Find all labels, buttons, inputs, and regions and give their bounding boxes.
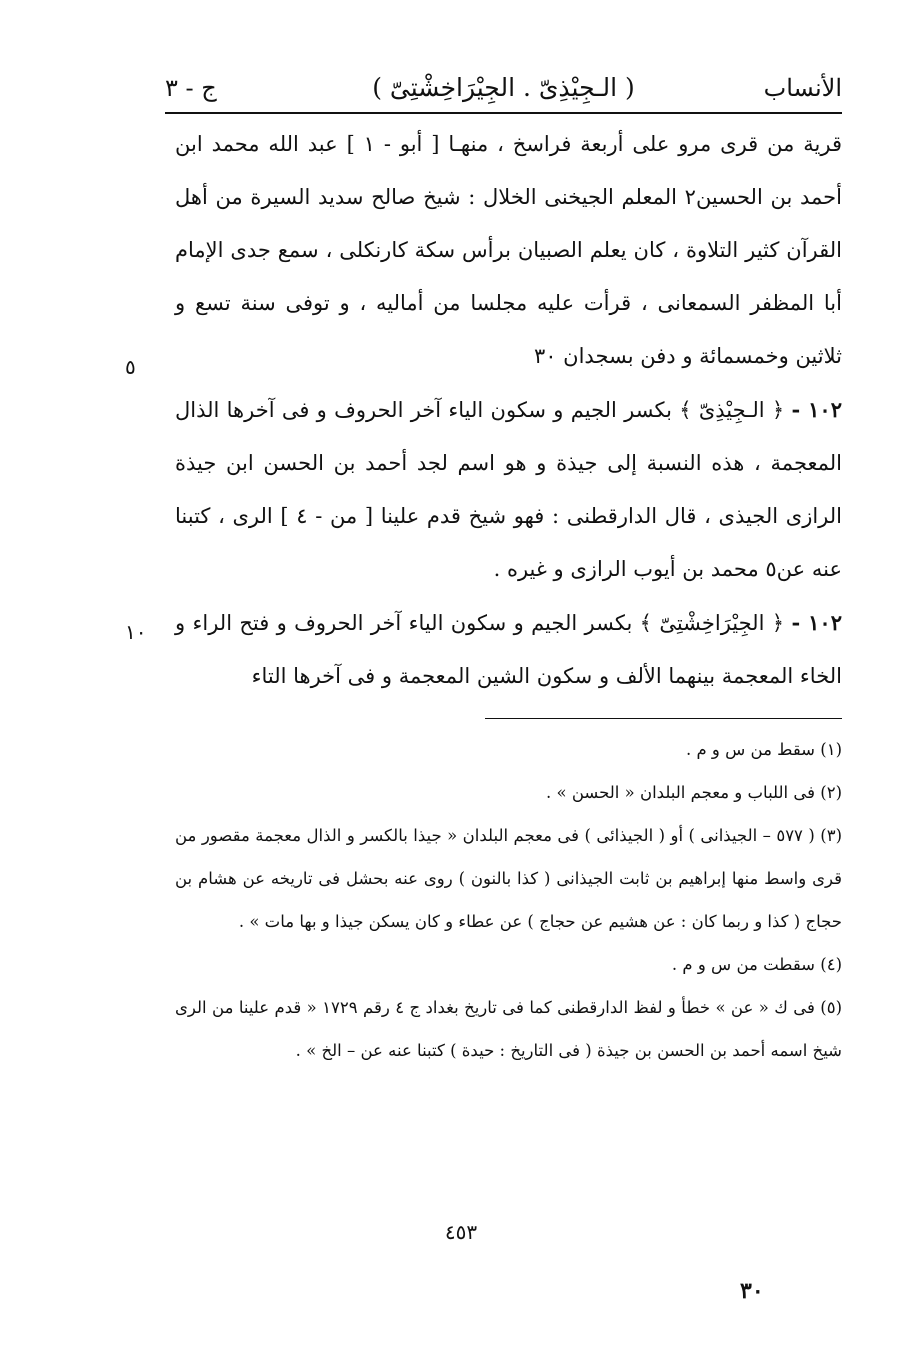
entry-number: ١٠٢ - xyxy=(791,610,842,635)
header-volume: ج - ٣ xyxy=(165,74,217,102)
header-rule xyxy=(165,112,842,114)
main-text xyxy=(175,118,842,703)
page-number: ٤٥٣ xyxy=(444,1220,478,1244)
entry-jiydhi xyxy=(175,383,842,596)
footnote-5: (٥) فى ك « عن » خطأ و لفظ الدارقطنى كما فى تاريخ بغداد ج ٤ رقم ١٧٢٩ « قدم علينا من الرى شيخ اسمه أحمد بن الحسن بن جيذة ( فى التاريخ : حيدة ) كتبنا عنه عن – الخ » . xyxy=(175,998,842,1060)
entry-jirakhishti xyxy=(175,596,842,703)
footnote-3: (٣) ( ٥٧٧ – الجيذانى ) أو ( الجيذائى ) فى معجم البلدان « جيذا بالكسر و الذال معجمة مقصور من قرى واسط منها إبراهيم بن ثابت الجيذانى ( كذا بالنون ) روى عنه بحشل فى تاريخه عن هشام بن حجاج ( كذا و ربما كان : عن هشيم عن حجاج ) عن عطاء و كان يسكن جيذا و بها مات » . xyxy=(175,826,842,931)
line-marker-5: ٥ xyxy=(125,355,136,379)
footnote-1: (١) سقط من س و م . xyxy=(685,740,842,759)
header-entry-range: ( الـجِيْذِىّ . الجِيْرَاخِشْتِىّ ) xyxy=(372,73,635,102)
running-header xyxy=(165,58,842,104)
line-marker-10: ١٠ xyxy=(125,620,147,644)
entry-text: ﴿ الجِيْرَاخِشْتِىّ ﴾ بكسر الجيم و سكون الياء آخر الحروف و فتح الراء و الخاء المعجمة بينهما الألف و سكون الشين المعجمة و فى آخرها التاء xyxy=(175,611,842,688)
header-book-title: الأنساب xyxy=(763,74,842,102)
footnotes xyxy=(175,728,842,1072)
footnote-rule xyxy=(485,718,842,719)
footnote-4: (٤) سقطت من س و م . xyxy=(671,955,842,974)
entry-text: ﴿ الـجِيْذِىّ ﴾ بكسر الجيم و سكون الياء آخر الحروف و فى آخرها الذال المعجمة ، هذه النسبة إلى جيذة و هو اسم لجد أحمد بن الحسن ابن جيذة الرازى الجيذى ، قال الدارقطنى : فهو شيخ قدم علينا [ من - ٤ ] الرى ، كتبنا عنه عن٥ محمد بن أيوب الرازى و غيره . xyxy=(175,398,842,581)
entry-number: ١٠٢ - xyxy=(791,397,842,422)
paragraph-continuation: قرية من قرى مرو على أربعة فراسخ ، منهـا [ أبو - ١ ] عبد الله محمد ابن أحمد بن الحسين٢ المعلم الجيخنى الخلال : شيخ صالح سديد السيرة من أهل القرآن كثير التلاوة ، كان يعلم الصبيان برأس سكة كارنكلى ، سمع جدى الإمام أبا المظفر السمعانى ، قرأت عليه مجلسا من أماليه ، و توفى سنة تسع و ثلاثين وخمسمائة و دفن بسجدان ٣٠ xyxy=(175,132,843,368)
signature-mark: ٣٠ xyxy=(740,1278,764,1304)
footnote-2: (٢) فى اللباب و معجم البلدان « الحسن » . xyxy=(546,783,842,802)
